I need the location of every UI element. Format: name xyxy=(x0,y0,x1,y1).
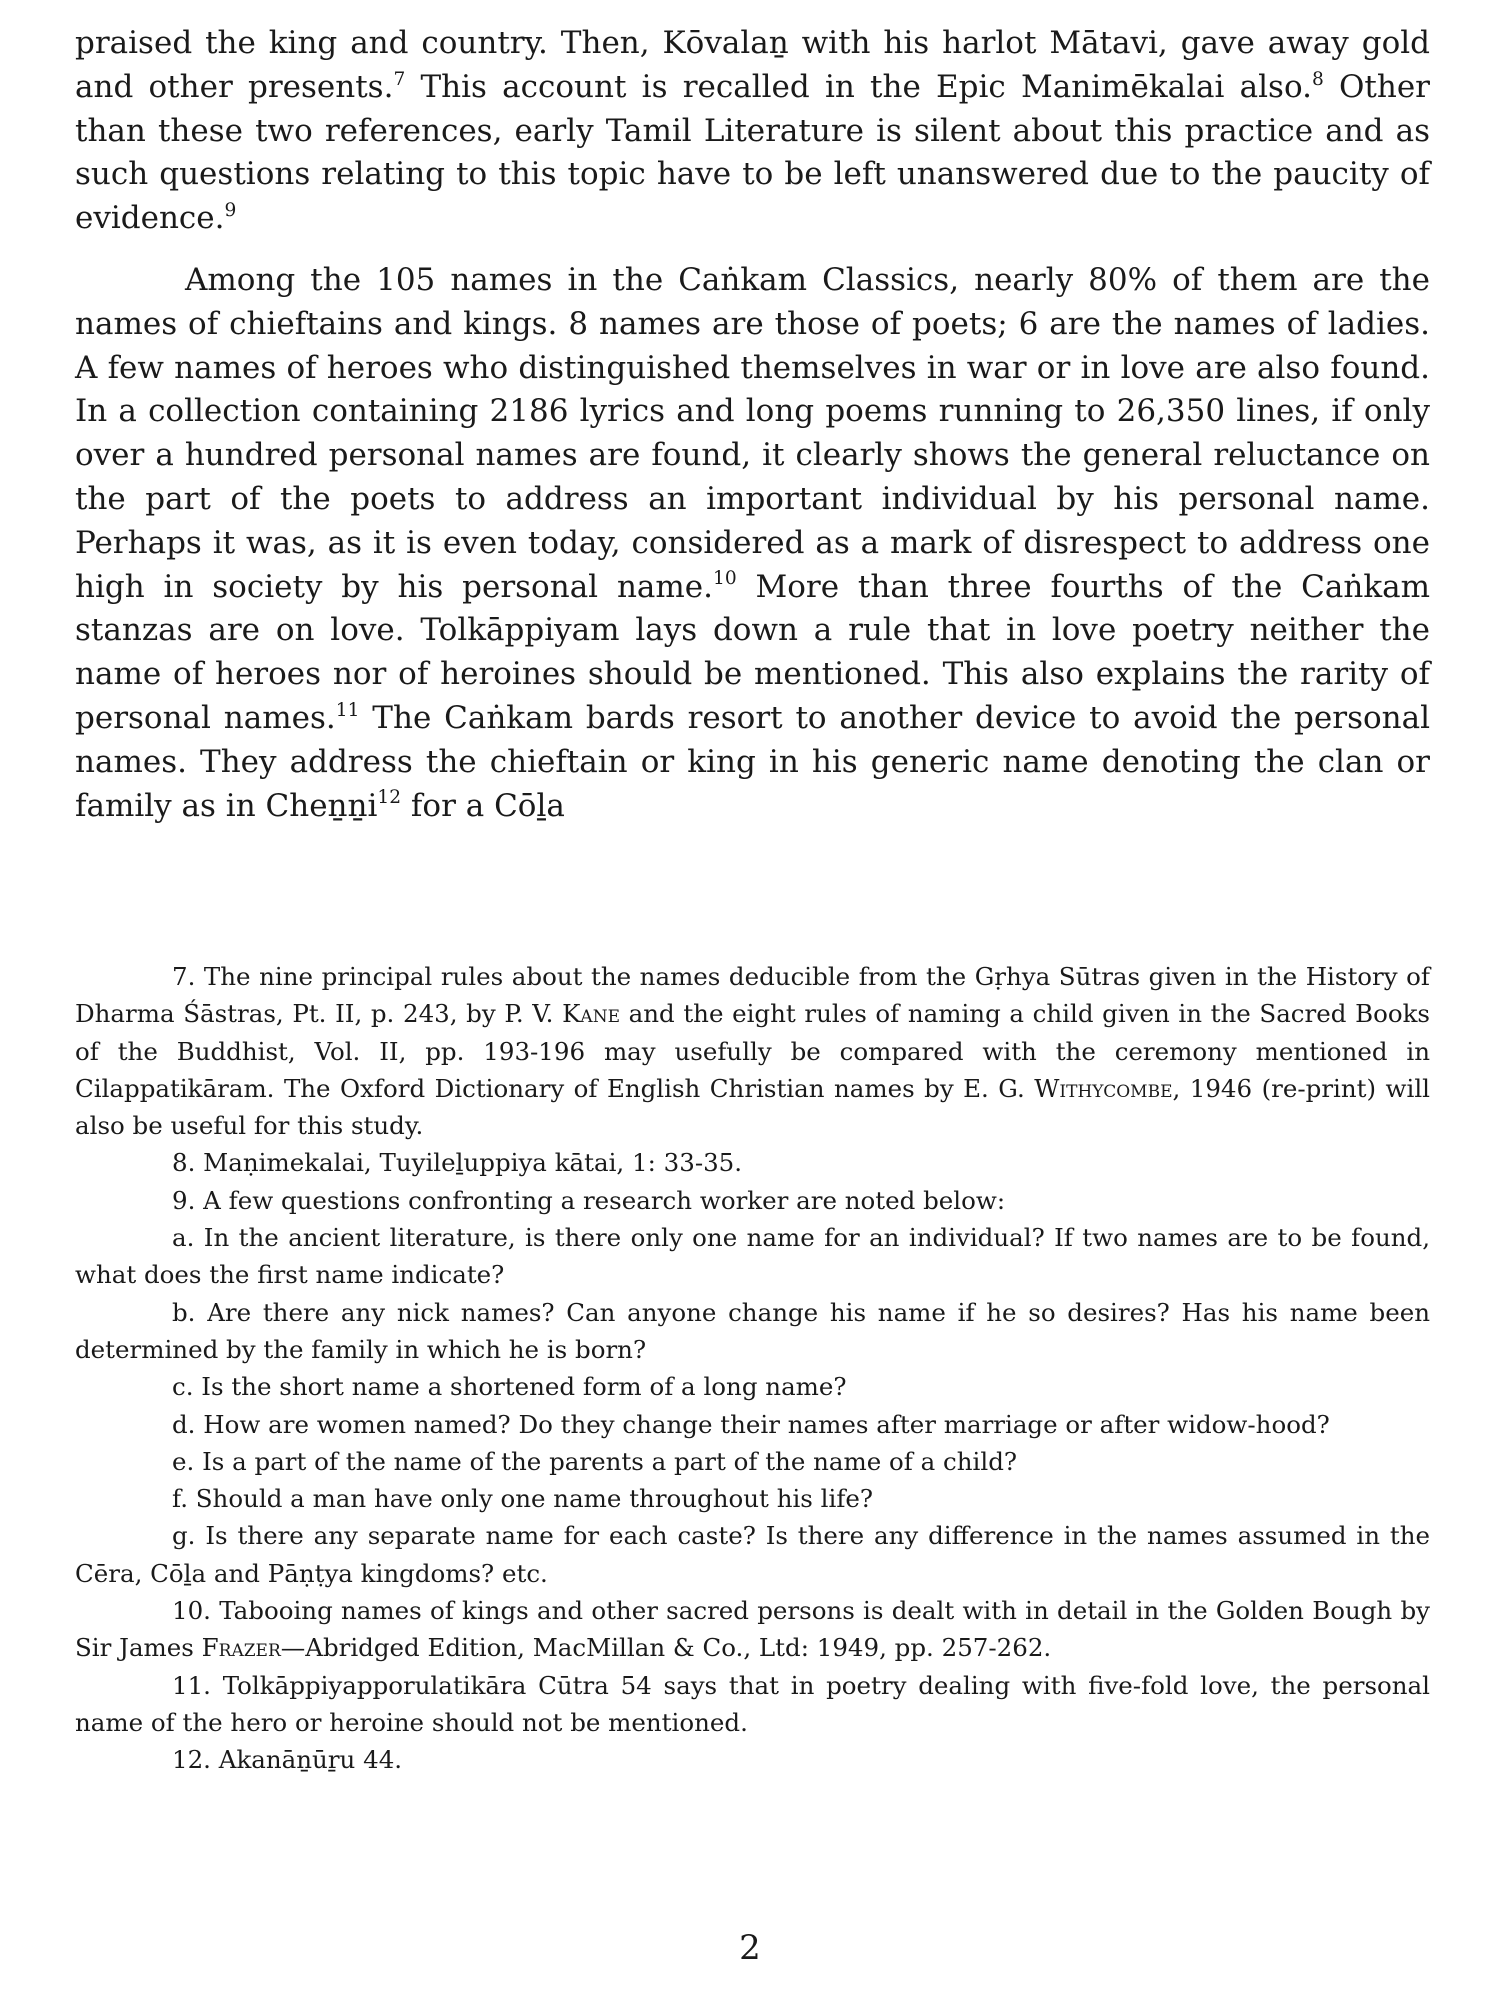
footnote-12: 12. Akanāṉūṟu 44. xyxy=(172,1745,403,1775)
paragraph-2 xyxy=(75,259,1430,828)
footnote-7-part-a: 7. The nine principal rules about the names deducible from the Gṛhya Sūtras given in the History of Dharma Śāstras, Pt. II, p. 243, by P. V. xyxy=(75,962,1430,1029)
footnote-ref-12: 12 xyxy=(377,787,402,809)
para1-text-2: This account is recalled in the Epic Manimēkalai also. xyxy=(405,68,1312,105)
paragraph-1 xyxy=(75,22,1430,241)
para1-text-1: praised the king and country. Then, Kōvalaṉ with his harlot Mātavi, gave away gold and other presents. xyxy=(75,25,1430,105)
footnote-9e: e. Is a part of the name of the parents a part of the name of a child? xyxy=(172,1446,1018,1476)
footnotes xyxy=(75,958,1430,1779)
author-kane: Kane xyxy=(562,999,620,1029)
para1-text-3: Other than these two references, early Tamil Literature is silent about this practice and as such questions relating to this topic have to be left unanswered due to the paucity of evidence. xyxy=(75,68,1431,237)
footnote-9c: c. Is the short name a shortened form of a long name? xyxy=(172,1372,847,1402)
footnote-9a: a. In the ancient literature, is there only one name for an individual? If two names are to be found, what does the first name indicate? xyxy=(75,1223,1430,1290)
footnote-8: 8. Maṇimekalai, Tuyileḻuppiya kātai, 1: 33-35. xyxy=(172,1148,743,1178)
footnote-7 xyxy=(75,958,1430,1144)
footnote-ref-7: 7 xyxy=(393,68,406,90)
footnote-ref-10: 10 xyxy=(712,568,737,590)
author-frazer: Frazer xyxy=(201,1633,281,1663)
footnote-9: 9. A few questions confronting a research worker are noted below: xyxy=(172,1185,1006,1215)
footnote-ref-9: 9 xyxy=(224,199,237,221)
para2-text-4: for a Cōḻa xyxy=(401,787,565,824)
footnote-9d: d. How are women named? Do they change their names after marriage or after widow-hood? xyxy=(172,1409,1330,1439)
author-withycombe: Withycombe xyxy=(1034,1073,1173,1103)
footnote-10-part-b: —Abridged Edition, MacMillan & Co., Ltd: 1949, pp. 257-262. xyxy=(280,1633,1052,1663)
footnote-10-part-a: 10. Tabooing names of kings and other sacred persons is dealt with in detail in the Golden Bough by Sir James xyxy=(75,1596,1430,1663)
footnote-9b: b. Are there any nick names? Can anyone change his name if he so desires? Has his name been determined by the family in which he is born? xyxy=(75,1297,1430,1364)
para2-text-1: Among the 105 names in the Caṅkam Classics, nearly 80% of them are the names of chieftains and kings. 8 names are those of poets; 6 are the names of ladies. A few names of heroes who distinguished themselves in war or in love are also found. In a collection containing 2186 lyrics and long poems running to 26,350 lines, if only over a hundred personal names are found, it clearly shows the general reluctance on the part of the poets to address an important individual by his personal name. Perhaps it was, as it is even today, considered as a mark of disrespect to address one high in society by his personal name. xyxy=(75,261,1430,605)
footnote-9g: g. Is there any separate name for each caste? Is there any difference in the names assumed in the Cēra, Cōḻa and Pāṇṭya kingdoms? etc. xyxy=(75,1521,1430,1588)
footnote-9f: f. Should a man have only one name throughout his life? xyxy=(172,1484,874,1514)
footnote-7-part-b: and the eight rules of naming a child given in the Sacred Books of the Buddhist, Vol. II, pp. 193-196 may usefully be compared with the ceremony mentioned in Cilappatikāram. The Oxford Dictionary of English Christian names by E. G. xyxy=(75,999,1430,1103)
page-number: 2 xyxy=(739,1928,761,1968)
footnote-ref-11: 11 xyxy=(335,699,360,721)
para2-text-3: The Caṅkam bards resort to another device to avoid the personal names. They address the chieftain or king in his generic name denoting the clan or family as in Cheṉṉi xyxy=(75,699,1430,824)
para2-text-2: More than three fourths of the Caṅkam stanzas are on love. Tolkāppiyam lays down a rule that in love poetry neither the name of heroes nor of heroines should be mentioned. This also explains the rarity of personal names. xyxy=(75,568,1430,736)
footnote-11: 11. Tolkāppiyapporulatikāra Cūtra 54 says that in poetry dealing with five-fold love, the personal name of the hero or heroine should not be mentioned. xyxy=(75,1670,1430,1737)
footnote-ref-8: 8 xyxy=(1311,68,1324,90)
main-text xyxy=(75,22,1430,828)
footnote-10 xyxy=(75,1592,1430,1667)
footnote-7-part-c: , 1946 (re-print) will also be useful for this study. xyxy=(75,1073,1430,1141)
